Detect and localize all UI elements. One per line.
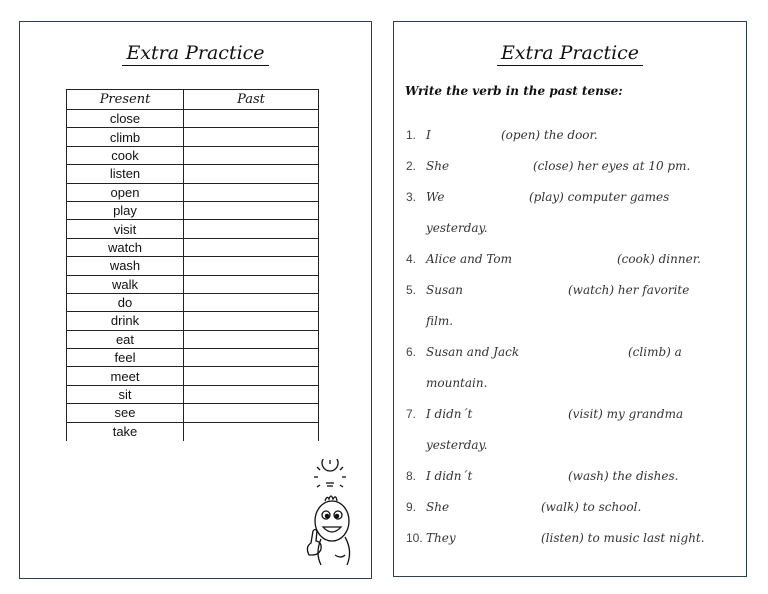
item-verb-prompt: (walk) to school. xyxy=(541,500,642,514)
item-subject: We xyxy=(426,190,445,204)
item-number: 2. xyxy=(406,159,417,173)
present-verb-cell: meet xyxy=(67,367,184,385)
item-number: 7. xyxy=(406,407,417,421)
past-answer-cell[interactable] xyxy=(184,257,319,275)
exercise-item xyxy=(406,252,512,266)
exercise-item xyxy=(406,128,431,142)
past-answer-cell[interactable] xyxy=(184,349,319,367)
past-answer-cell[interactable] xyxy=(184,238,319,256)
item-number: 1. xyxy=(406,128,417,142)
verb-table xyxy=(66,89,319,441)
past-answer-cell[interactable] xyxy=(184,183,319,201)
present-verb-cell: walk xyxy=(67,275,184,293)
past-answer-cell[interactable] xyxy=(184,110,319,128)
table-row xyxy=(67,312,319,330)
item-subject: Susan and Jack xyxy=(426,345,520,359)
item-verb-prompt: (visit) my grandma xyxy=(568,407,684,421)
item-number: 10. xyxy=(406,531,423,545)
item-verb-prompt: (climb) a xyxy=(628,345,682,359)
item-verb-prompt: (listen) to music last night. xyxy=(541,531,705,545)
item-number: 4. xyxy=(406,252,417,266)
exercise-item xyxy=(406,190,444,204)
past-answer-cell[interactable] xyxy=(184,146,319,164)
table-row xyxy=(67,257,319,275)
table-row xyxy=(67,404,319,422)
item-subject: I didn´t xyxy=(426,407,473,421)
item-number: 8. xyxy=(406,469,417,483)
present-verb-cell: feel xyxy=(67,349,184,367)
present-verb-cell: drink xyxy=(67,312,184,330)
item-subject: She xyxy=(426,500,450,514)
exercise-item xyxy=(406,531,456,545)
item-verb-prompt: (play) computer games xyxy=(529,190,670,204)
exercise-item xyxy=(406,469,472,483)
past-answer-cell[interactable] xyxy=(184,404,319,422)
table-row xyxy=(67,110,319,128)
item-subject: I didn´t xyxy=(426,469,473,483)
lightbulb-mascot-icon xyxy=(295,459,365,569)
item-continuation: yesterday. xyxy=(426,438,488,452)
item-verb-prompt: (close) her eyes at 10 pm. xyxy=(533,159,691,173)
exercise-item xyxy=(406,500,449,514)
item-verb-prompt: (wash) the dishes. xyxy=(568,469,679,483)
table-row xyxy=(67,201,319,219)
past-answer-cell[interactable] xyxy=(184,422,319,440)
table-row xyxy=(67,238,319,256)
past-answer-cell[interactable] xyxy=(184,165,319,183)
item-number: 9. xyxy=(406,500,417,514)
item-continuation: film. xyxy=(426,314,454,328)
left-title: Extra Practice xyxy=(20,42,371,64)
right-worksheet xyxy=(393,21,747,577)
present-verb-cell: watch xyxy=(67,238,184,256)
table-row xyxy=(67,146,319,164)
instruction-text: Write the verb in the past tense: xyxy=(405,84,623,98)
item-verb-prompt: (watch) her favorite xyxy=(568,283,690,297)
present-verb-cell: cook xyxy=(67,146,184,164)
item-verb-prompt: (open) the door. xyxy=(501,128,598,142)
item-subject: Susan xyxy=(426,283,463,297)
present-verb-cell: close xyxy=(67,110,184,128)
table-header-row xyxy=(67,90,319,110)
item-verb-prompt: (cook) dinner. xyxy=(617,252,701,266)
past-answer-cell[interactable] xyxy=(184,275,319,293)
item-subject: Alice and Tom xyxy=(426,252,513,266)
table-row xyxy=(67,330,319,348)
past-answer-cell[interactable] xyxy=(184,128,319,146)
exercise-item xyxy=(406,345,519,359)
past-answer-cell[interactable] xyxy=(184,385,319,403)
table-row xyxy=(67,349,319,367)
past-header: Past xyxy=(184,90,319,110)
present-verb-cell: wash xyxy=(67,257,184,275)
exercise-item xyxy=(406,283,463,297)
table-row xyxy=(67,422,319,440)
present-verb-cell: climb xyxy=(67,128,184,146)
past-answer-cell[interactable] xyxy=(184,367,319,385)
past-answer-cell[interactable] xyxy=(184,293,319,311)
present-verb-cell: visit xyxy=(67,220,184,238)
exercise-item xyxy=(406,159,449,173)
past-answer-cell[interactable] xyxy=(184,330,319,348)
present-verb-cell: sit xyxy=(67,385,184,403)
item-number: 6. xyxy=(406,345,417,359)
present-verb-cell: do xyxy=(67,293,184,311)
present-verb-cell: play xyxy=(67,201,184,219)
item-subject: She xyxy=(426,159,450,173)
present-verb-cell: listen xyxy=(67,165,184,183)
present-verb-cell: take xyxy=(67,422,184,440)
present-header: Present xyxy=(67,90,184,110)
table-row xyxy=(67,128,319,146)
table-row xyxy=(67,275,319,293)
table-row xyxy=(67,183,319,201)
right-title: Extra Practice xyxy=(394,42,746,64)
left-worksheet xyxy=(19,21,372,579)
exercise-item xyxy=(406,407,472,421)
present-verb-cell: open xyxy=(67,183,184,201)
present-verb-cell: eat xyxy=(67,330,184,348)
present-verb-cell: see xyxy=(67,404,184,422)
past-answer-cell[interactable] xyxy=(184,220,319,238)
item-continuation: yesterday. xyxy=(426,221,488,235)
table-row xyxy=(67,385,319,403)
table-row xyxy=(67,293,319,311)
item-number: 3. xyxy=(406,190,417,204)
item-subject: I xyxy=(426,128,431,142)
past-answer-cell[interactable] xyxy=(184,312,319,330)
table-row xyxy=(67,165,319,183)
table-row xyxy=(67,367,319,385)
item-continuation: mountain. xyxy=(426,376,488,390)
past-answer-cell[interactable] xyxy=(184,201,319,219)
table-row xyxy=(67,220,319,238)
item-number: 5. xyxy=(406,283,417,297)
item-subject: They xyxy=(426,531,456,545)
